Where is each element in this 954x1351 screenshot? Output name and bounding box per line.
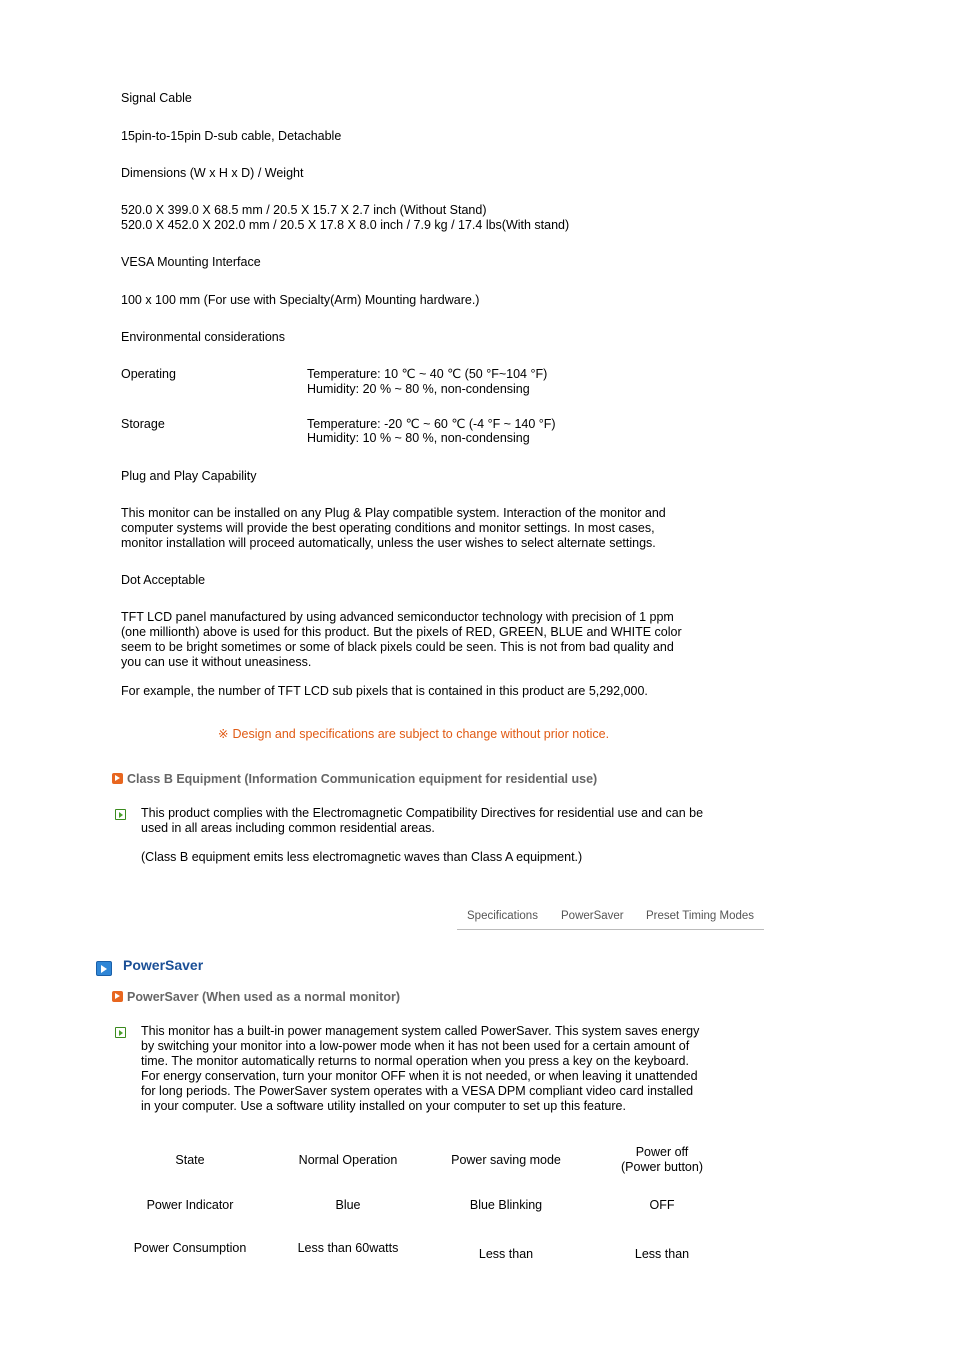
powersaver-subheading-text: PowerSaver (When used as a normal monitor) [127,990,400,1004]
class-b-body: This product complies with the Electromagnetic Compatibility Directives for residential use and can be used in all areas including common residential areas. [141,806,704,835]
operating-label: Operating [121,367,176,381]
green-bullet-icon [115,1027,126,1038]
plug-and-play-label: Plug and Play Capability [121,469,257,483]
class-b-note: (Class B equipment emits less electromagnetic waves than Class A equipment.) [141,850,583,864]
plug-and-play-text: This monitor can be installed on any Plug & Play compatible system. Interaction of the monitor and computer systems will provide the best operating conditions and monitor settings. In most cases, monitor installation will proceed automatically, unless the user wishes to select alternate settings. [121,506,666,550]
powersaver-body: This monitor has a built-in power management system called PowerSaver. This system saves energy by switching your monitor into a low-power mode when it has not been used for a certain amount of time. The monitor automatically returns to normal operation when you press a key on the keyboard. For energy conservation, turn your monitor OFF when it is not needed, or when leaving it unattended for long periods. The PowerSaver system operates with a VESA DPM compliant video card installed in your computer. Use a software utility installed on your computer to set up this feature. [141,1024,700,1113]
vesa-label: VESA Mounting Interface [121,255,261,269]
dot-acceptable-example: For example, the number of TFT LCD sub pixels that is contained in this product are 5,292,000. [121,684,648,698]
table-cell: Blue Blinking [469,1198,543,1212]
storage-humidity: Humidity: 10 % ~ 80 %, non-condensing [307,431,530,445]
table-cell: Power Indicator [146,1198,234,1212]
section-tabs [457,906,764,930]
signal-cable-label: Signal Cable [121,91,192,105]
table-cell: Less than [478,1247,534,1261]
play-arrow-icon [96,961,112,976]
operating-humidity: Humidity: 20 % ~ 80 %, non-condensing [307,382,530,396]
orange-bullet-icon [112,991,123,1002]
vesa-value: 100 x 100 mm (For use with Specialty(Arm) Mounting hardware.) [121,293,480,307]
notice-mark: ※ [218,727,229,741]
class-b-heading [112,772,597,787]
signal-cable-value: 15pin-to-15pin D-sub cable, Detachable [121,129,342,143]
change-notice [218,727,609,742]
table-cell: Less than [634,1247,690,1261]
table-cell: Less than 60watts [297,1241,399,1255]
class-b-heading-text: Class B Equipment (Information Communication equipment for residential use) [127,772,598,786]
dimensions-label: Dimensions (W x H x D) / Weight [121,166,304,180]
powersaver-subheading [112,990,400,1005]
environmental-label: Environmental considerations [121,330,285,344]
powersaver-title: PowerSaver [123,957,204,973]
notice-text: Design and specifications are subject to change without prior notice. [232,727,610,741]
tab-specifications[interactable]: Specifications [467,910,538,922]
green-bullet-icon [115,809,126,820]
dot-acceptable-text: TFT LCD panel manufactured by using advanced semiconductor technology with precision of 1 ppm (one millionth) above is used for this product. But the pixels of RED, GREEN, BLUE and WHITE color seem to be bright sometimes or some of black pixels could be seen. This is not from bad quality and you can use it without uneasiness. [121,610,682,669]
table-header-power-off: Power off (Power button) [621,1145,703,1174]
table-cell: Power Consumption [133,1241,247,1255]
storage-temperature: Temperature: -20 ℃ ~ 60 ℃ (-4 °F ~ 140 °F) [307,417,556,431]
table-header-normal-operation: Normal Operation [298,1153,398,1167]
storage-label: Storage [121,417,165,431]
tab-powersaver[interactable]: PowerSaver [561,910,624,922]
tab-preset-timing-modes[interactable]: Preset Timing Modes [646,910,755,922]
table-cell: Blue [335,1198,361,1212]
orange-bullet-icon [112,773,123,784]
operating-temperature: Temperature: 10 ℃ ~ 40 ℃ (50 °F~104 °F) [307,367,548,381]
table-header-state: State [175,1153,205,1167]
table-cell: OFF [649,1198,675,1212]
table-header-power-saving-mode: Power saving mode [451,1153,561,1167]
dimensions-line-1: 520.0 X 399.0 X 68.5 mm / 20.5 X 15.7 X 2.7 inch (Without Stand) [121,203,487,217]
dimensions-line-2: 520.0 X 452.0 X 202.0 mm / 20.5 X 17.8 X 8.0 inch / 7.9 kg / 17.4 lbs(With stand) [121,218,570,232]
dot-acceptable-label: Dot Acceptable [121,573,206,587]
